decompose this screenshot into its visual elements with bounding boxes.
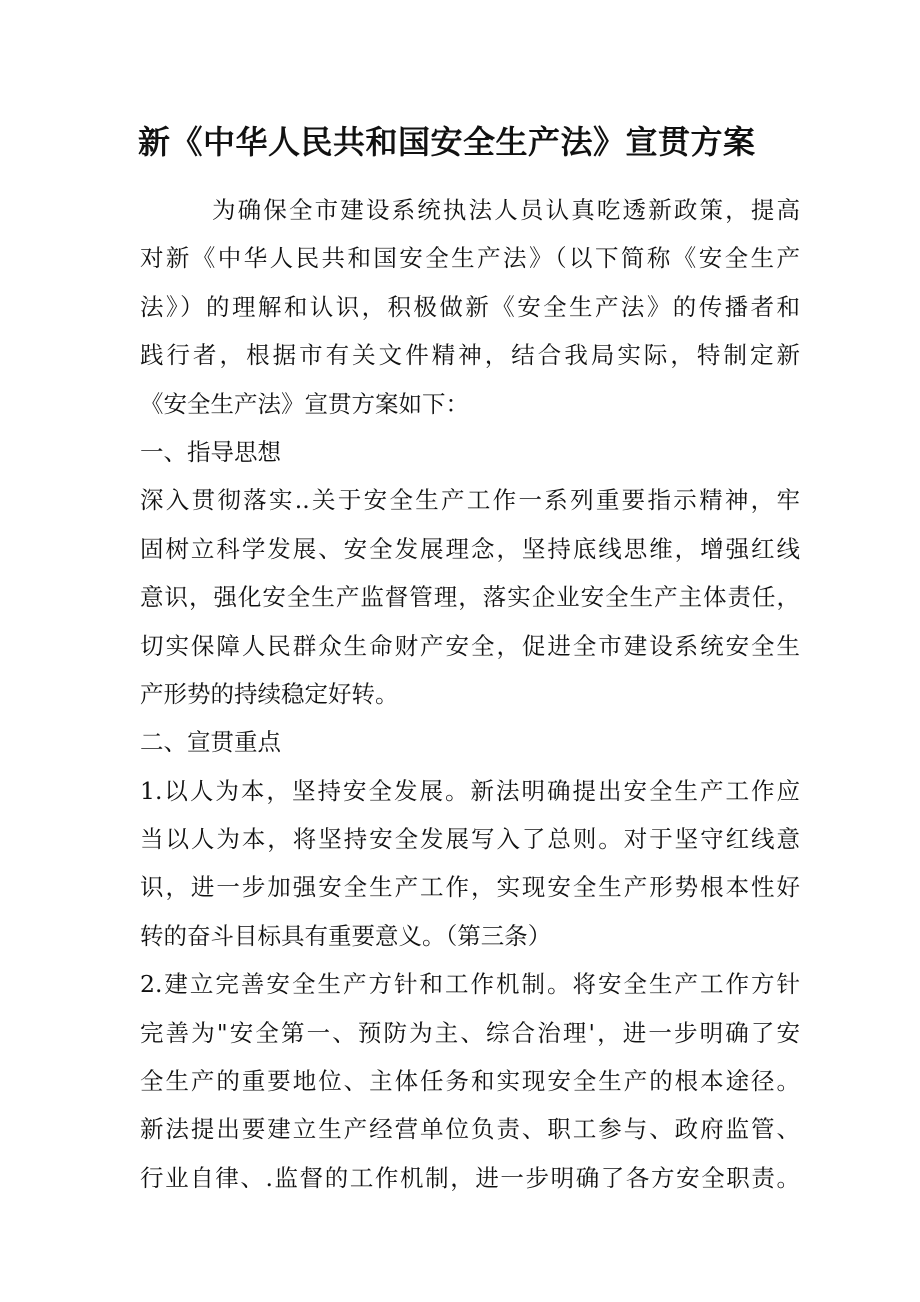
body-line: 为确保全市建设系统执法人员认真吃透新政策，提高: [212, 196, 800, 224]
body-line: 2.建立完善安全生产方针和工作机制。将安全生产工作方针: [140, 970, 800, 999]
body-line: 1.以人为本，坚持安全发展。新法明确提出安全生产工作应: [140, 776, 800, 805]
body-line: 行业自律、.监督的工作机制，进一步明确了各方安全职责。: [140, 1163, 800, 1192]
body-line: 产形势的持续稳定好转。: [140, 679, 399, 708]
section-heading: 一、指导思想: [140, 437, 281, 466]
body-line: 转的奋斗目标具有重要意义。（第三条）: [140, 921, 552, 950]
body-line: 新法提出要建立生产经营单位负责、职工参与、政府监管、: [140, 1115, 800, 1144]
document-body: [140, 186, 800, 1202]
body-line: 对新《中华人民共和国安全生产法》（以下简称《安全生产: [140, 244, 800, 273]
body-line: 践行者，根据市有关文件精神，结合我局实际，特制定新: [140, 341, 800, 370]
body-line: 全生产的重要地位、主体任务和实现安全生产的根本途径。: [140, 1067, 800, 1096]
body-line: 意识，强化安全生产监督管理，落实企业安全生产主体责任，: [140, 583, 800, 612]
body-line: 识，进一步加强安全生产工作，实现安全生产形势根本性好: [140, 873, 800, 902]
body-line: 当以人为本，将坚持安全发展写入了总则。对于坚守红线意: [140, 825, 800, 854]
body-line: 固树立科学发展、安全发展理念，坚持底线思维，增强红线: [140, 534, 800, 563]
body-line: 《安全生产法》宣贯方案如下：: [140, 389, 469, 418]
section-heading: 二、宣贯重点: [140, 728, 281, 757]
document-title: 新《中华人民共和国安全生产法》宣贯方案: [138, 123, 756, 161]
body-line: 完善为"安全第一、预防为主、综合治理'，进一步明确了安: [140, 1018, 800, 1047]
body-line: 切实保障人民群众生命财产安全，促进全市建设系统安全生: [140, 631, 800, 660]
body-line: 法》）的理解和认识，积极做新《安全生产法》的传播者和: [140, 292, 800, 321]
body-line: 深入贯彻落实..关于安全生产工作一系列重要指示精神，牢: [140, 486, 800, 515]
